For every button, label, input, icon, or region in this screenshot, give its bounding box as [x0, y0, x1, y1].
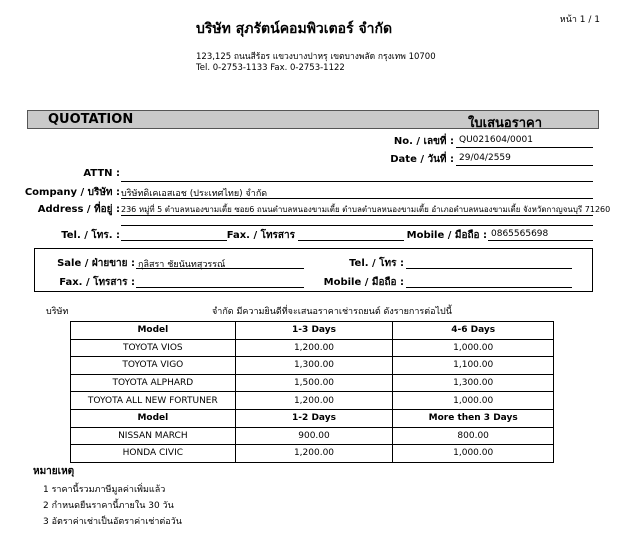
sale-fax-line — [136, 287, 304, 288]
attn-line — [121, 181, 593, 182]
tel-line — [121, 240, 227, 241]
mobile-label: Mobile / มือถือ : — [406, 230, 487, 241]
price-cell: 1,200.00 — [235, 392, 393, 410]
header-cell: Model — [71, 409, 236, 427]
table-row — [71, 339, 554, 357]
table-row — [71, 427, 554, 445]
address-line-1 — [121, 215, 593, 216]
rates-table — [70, 321, 554, 463]
table-header-row — [71, 322, 554, 340]
company-contact: Tel. 0-2753-1133 Fax. 0-2753-1122 — [196, 63, 345, 73]
company-address-block — [196, 52, 436, 74]
header-cell: More then 3 Days — [393, 409, 554, 427]
address-line-2 — [121, 225, 593, 226]
mobile-value: 0865565698 — [491, 229, 549, 239]
attn-label: ATTN : — [83, 168, 120, 179]
table-row — [71, 392, 554, 410]
price-cell: 1,200.00 — [235, 339, 393, 357]
sale-mobile-line — [406, 287, 572, 288]
model-cell: NISSAN MARCH — [71, 427, 236, 445]
price-cell: 1,000.00 — [393, 392, 554, 410]
intro-left: บริษัท — [46, 307, 69, 317]
note-item: 2 กำหนดยืนราคานี้ภายใน 30 วัน — [43, 501, 174, 511]
company-name: บริษัท สุภรัตน์คอมพิวเตอร์ จำกัด — [196, 21, 393, 37]
model-cell: HONDA CIVIC — [71, 445, 236, 463]
price-cell: 1,300.00 — [393, 374, 554, 392]
tel-label: Tel. / โทร. : — [61, 230, 120, 241]
title-th: ใบเสนอราคา — [468, 116, 542, 131]
sale-line — [136, 268, 304, 269]
header-cell: 1-2 Days — [235, 409, 393, 427]
sale-fax-label: Fax. / โทรสาร : — [59, 277, 135, 288]
table-row — [71, 357, 554, 375]
note-item: 3 อัตราค่าเช่าเป็นอัตราค่าเช่าต่อวัน — [43, 517, 182, 527]
sale-label: Sale / ฝ่ายขาย : — [57, 258, 135, 269]
sale-mobile-label: Mobile / มือถือ : — [323, 277, 404, 288]
fax-label: Fax. / โทรสาร — [226, 230, 295, 241]
model-cell: TOYOTA VIGO — [71, 357, 236, 375]
note-item: 1 ราคานี้รวมภาษีมูลค่าเพิ่มแล้ว — [43, 485, 166, 495]
price-cell: 1,500.00 — [235, 374, 393, 392]
price-cell: 800.00 — [393, 427, 554, 445]
sale-tel-line — [406, 268, 572, 269]
mobile-line — [488, 240, 593, 241]
table-row — [71, 374, 554, 392]
company-line — [121, 198, 593, 199]
notes-title: หมายเหตุ — [33, 466, 75, 477]
title-en: QUOTATION — [48, 112, 134, 127]
header-cell: 4-6 Days — [393, 322, 554, 340]
page-number: หน้า 1 / 1 — [559, 15, 600, 25]
customer-address-value: 236 หมู่ที่ 5 ตำบลหนองขามเตี้ย ซอย6 ถนนตำบลหนองขามเตี้ย ตำบลตำบลหนองขามเตี้ย อำเภอตำบลหนองขามเตี้ย จังหวัดกาญจนบุรี 71260 — [121, 205, 611, 214]
price-cell: 1,000.00 — [393, 445, 554, 463]
company-label: Company / บริษัท : — [24, 187, 120, 198]
table-header-row — [71, 409, 554, 427]
model-cell: TOYOTA VIOS — [71, 339, 236, 357]
quote-date-value: 29/04/2559 — [459, 153, 511, 163]
table-row — [71, 445, 554, 463]
fax-line — [298, 240, 404, 241]
company-address: 123,125 ถนนสีร้อร แขวงบางปาหรุ เขตบางพลัด กรุงเทพ 10700 — [196, 52, 436, 62]
customer-company-value: บริษัทดิเคเอสเอช (ประเทศไทย) จำกัด — [121, 189, 268, 199]
model-cell: TOYOTA ALPHARD — [71, 374, 236, 392]
quote-date-label: Date / วันที่ : — [390, 154, 454, 165]
quote-date-line — [456, 165, 593, 166]
price-cell: 1,100.00 — [393, 357, 554, 375]
price-cell: 1,300.00 — [235, 357, 393, 375]
title-band — [27, 110, 599, 129]
sale-tel-label: Tel. / โทร : — [349, 258, 404, 269]
quote-no-value: QU021604/0001 — [459, 135, 533, 145]
price-cell: 900.00 — [235, 427, 393, 445]
model-cell: TOYOTA ALL NEW FORTUNER — [71, 392, 236, 410]
header-cell: 1-3 Days — [235, 322, 393, 340]
header-cell: Model — [71, 322, 236, 340]
price-cell: 1,000.00 — [393, 339, 554, 357]
price-cell: 1,200.00 — [235, 445, 393, 463]
quote-no-label: No. / เลขที่ : — [393, 136, 454, 147]
sale-value: กุลิสรา ชัยนันทสุวรรณ์ — [138, 260, 226, 270]
address-label: Address / ที่อยู่ : — [37, 204, 120, 215]
intro-right: จำกัด มีความยินดีที่จะเสนอราคาเช่ารถยนต์ ดังรายการต่อไปนี้ — [212, 307, 452, 317]
quote-no-line — [456, 147, 593, 148]
